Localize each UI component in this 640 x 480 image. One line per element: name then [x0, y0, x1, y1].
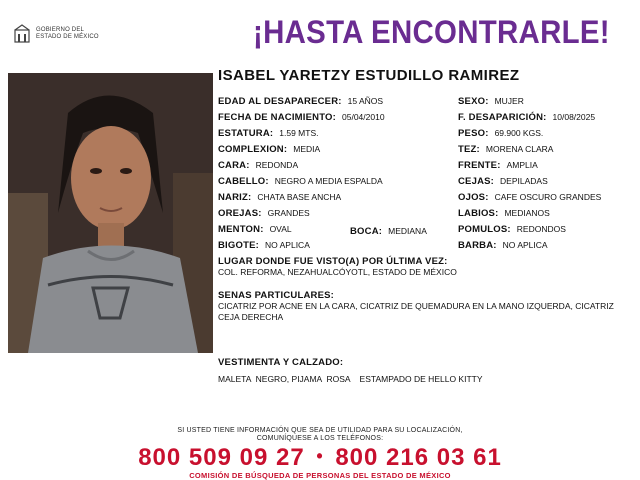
- last-seen-text: COL. REFORMA, NEZAHUALCÓYOTL, ESTADO DE MÉXICO: [218, 267, 457, 277]
- nacimiento-label: FECHA DE NACIMIENTO:: [218, 112, 336, 123]
- field-cejas: [458, 176, 548, 187]
- estatura-value: 1.59 MTS.: [279, 128, 319, 138]
- phone-numbers: [0, 444, 640, 472]
- field-labios: [458, 208, 550, 219]
- field-orejas: [218, 208, 310, 219]
- complexion-value: MEDIA: [293, 144, 321, 154]
- field-desaparicion: [458, 112, 595, 123]
- government-logo: [12, 24, 99, 44]
- orejas-value: GRANDES: [267, 208, 310, 218]
- field-cara: [218, 160, 298, 171]
- field-cabello: [218, 176, 383, 187]
- edad-value: 15 AÑOS: [347, 96, 384, 106]
- boca-label: BOCA:: [350, 226, 383, 237]
- clothing-title: VESTIMENTA Y CALZADO:: [218, 357, 344, 368]
- estatura-label: ESTATURA:: [218, 128, 274, 139]
- field-pomulos: [458, 224, 566, 235]
- field-estatura: [218, 128, 319, 139]
- tez-label: TEZ:: [458, 144, 480, 155]
- cabello-value: NEGRO A MEDIA ESPALDA: [274, 176, 383, 186]
- field-sexo: [458, 96, 524, 107]
- field-peso: [458, 128, 543, 139]
- sexo-value: MUJER: [494, 96, 524, 106]
- coat-of-arms-icon: [12, 24, 32, 44]
- contact-note-line1: SI USTED TIENE INFORMACIÓN QUE SEA DE UTILIDAD PARA SU LOCALIZACIÓN,: [177, 427, 463, 434]
- clothing-text: MALETA NEGRO, PIJAMA ROSA ESTAMPADO DE HELLO KITTY: [218, 374, 483, 384]
- phone-number-1[interactable]: 800 509 09 27: [138, 444, 305, 471]
- field-complexion: [218, 144, 320, 155]
- peso-label: PESO:: [458, 128, 489, 139]
- boca-value: MEDIANA: [388, 226, 427, 236]
- headline: ¡HASTA ENCONTRARLE!: [253, 14, 610, 50]
- missing-person-photo: [8, 73, 213, 353]
- labios-label: LABIOS:: [458, 208, 499, 219]
- field-nacimiento: [218, 112, 385, 123]
- tez-value: MORENA CLARA: [485, 144, 554, 154]
- contact-note-line2: COMUNÍQUESE A LOS TELÉFONOS:: [256, 435, 384, 442]
- phone-separator: •: [316, 446, 324, 466]
- portrait-illustration: [8, 73, 213, 353]
- commission-name: COMISIÓN DE BÚSQUEDA DE PERSONAS DEL ESTADO DE MÉXICO: [189, 471, 451, 480]
- marks-text: CICATRIZ POR ACNE EN LA CARA, CICATRIZ DE QUEMADURA EN LA MANO IZQUERDA, CICATRIZ CEJA DERECHA: [218, 301, 614, 322]
- nacimiento-value: 05/04/2010: [342, 112, 385, 122]
- edad-label: EDAD AL DESAPARECER:: [218, 96, 342, 107]
- frente-label: FRENTE:: [458, 160, 501, 171]
- cabello-label: CABELLO:: [218, 176, 269, 187]
- pomulos-value: REDONDOS: [516, 224, 566, 234]
- field-bigote: [218, 240, 310, 251]
- logo-line2: ESTADO DE MÉXICO: [36, 34, 99, 40]
- cejas-value: DEPILADAS: [500, 176, 548, 186]
- contact-note: [0, 427, 640, 443]
- orejas-label: OREJAS:: [218, 208, 262, 219]
- field-barba: [458, 240, 548, 251]
- ojos-label: OJOS:: [458, 192, 489, 203]
- desaparicion-value: 10/08/2025: [552, 112, 596, 122]
- marks-title: SENAS PARTICULARES:: [218, 290, 335, 301]
- barba-value: NO APLICA: [502, 240, 548, 250]
- pomulos-label: POMULOS:: [458, 224, 511, 235]
- logo-text: [36, 27, 99, 41]
- field-menton: [218, 224, 292, 235]
- logo-line1: GOBIERNO DEL: [36, 27, 85, 33]
- menton-value: OVAL: [269, 224, 292, 234]
- nariz-value: CHATA BASE ANCHA: [257, 192, 342, 202]
- complexion-label: COMPLEXION:: [218, 144, 288, 155]
- peso-value: 69.900 KGS.: [494, 128, 544, 138]
- field-edad: [218, 96, 383, 107]
- nariz-label: NARIZ:: [218, 192, 252, 203]
- phone-number-2[interactable]: 800 216 03 61: [335, 444, 502, 471]
- barba-label: BARBA:: [458, 240, 497, 251]
- field-frente: [458, 160, 538, 171]
- cara-value: REDONDA: [255, 160, 299, 170]
- field-ojos: [458, 192, 601, 203]
- ojos-value: CAFE OSCURO GRANDES: [494, 192, 602, 202]
- person-name: ISABEL YARETZY ESTUDILLO RAMIREZ: [218, 67, 520, 84]
- desaparicion-label: F. DESAPARICIÓN:: [458, 112, 547, 123]
- last-seen-title: LUGAR DONDE FUE VISTO(A) POR ÚLTIMA VEZ:: [218, 256, 448, 267]
- field-tez: [458, 144, 553, 155]
- labios-value: MEDIANOS: [504, 208, 550, 218]
- sexo-label: SEXO:: [458, 96, 489, 107]
- cara-label: CARA:: [218, 160, 250, 171]
- bigote-label: BIGOTE:: [218, 240, 259, 251]
- field-nariz: [218, 192, 341, 203]
- bigote-value: NO APLICA: [264, 240, 310, 250]
- frente-value: AMPLIA: [506, 160, 538, 170]
- cejas-label: CEJAS:: [458, 176, 495, 187]
- menton-label: MENTON:: [218, 224, 264, 235]
- field-boca: [350, 226, 427, 237]
